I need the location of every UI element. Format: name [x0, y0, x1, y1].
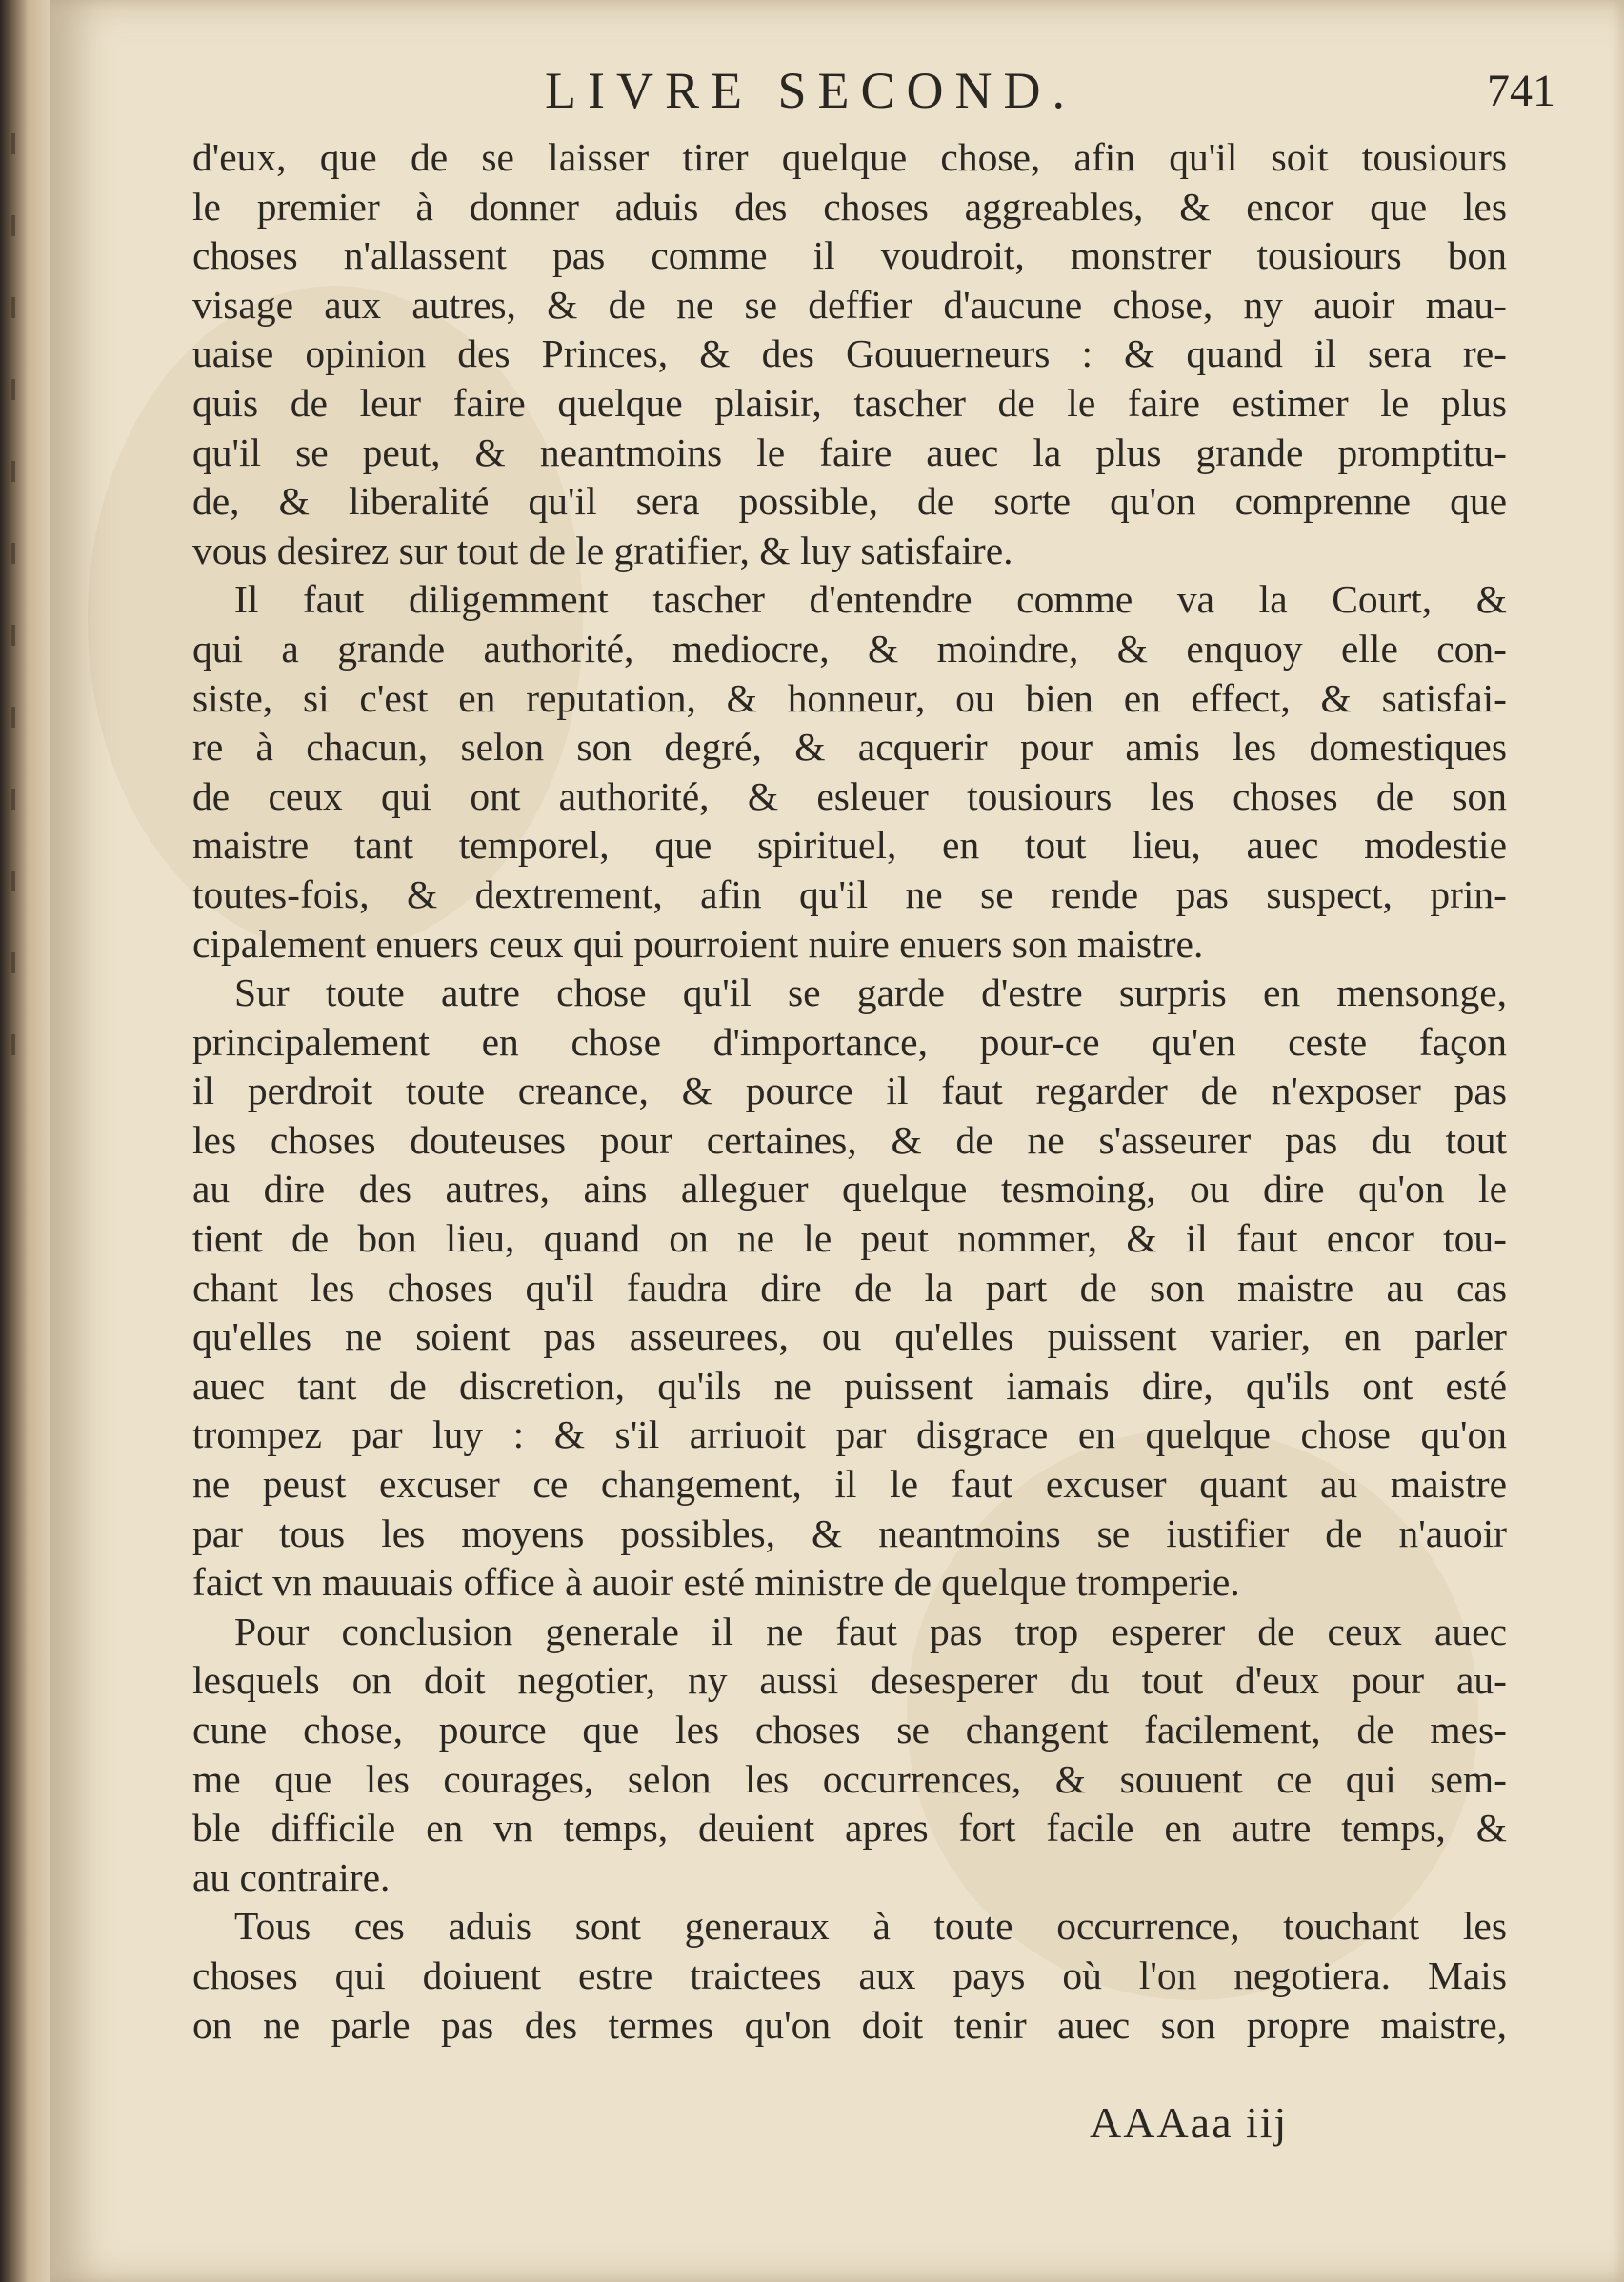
- text-line: faict vn mauuais office à auoir esté ministre de quelque tromperie.: [192, 1560, 1240, 1605]
- text-line: vous desirez sur tout de le gratifier, & luy satisfaire.: [192, 528, 1013, 572]
- text-line: de ceux qui ont authorité, & esleuer tousiours les choses de son: [192, 773, 1507, 818]
- text-line: Sur toute autre chose qu'il se garde d'estre surpris en mensonge,: [234, 971, 1507, 1015]
- text-line: trompez par luy : & s'il arriuoit par disgrace en quelque chose qu'on: [192, 1412, 1507, 1457]
- text-line: de, & liberalité qu'il sera possible, de sorte qu'on comprenne que: [192, 479, 1507, 524]
- text-line: lesquels on doit negotier, ny aussi desesperer du tout d'eux pour au-: [192, 1658, 1507, 1703]
- text-line: siste, si c'est en reputation, & honneur, ou bien en effect, & satisfai-: [192, 675, 1507, 720]
- text-line: uaise opinion des Princes, & des Gouuerneurs : & quand il sera re-: [192, 331, 1507, 376]
- facing-page-edge-marks: [6, 133, 25, 1116]
- text-line: Tous ces aduis sont generaux à toute occurrence, touchant les: [234, 1904, 1507, 1949]
- text-line: auec tant de discretion, qu'ils ne puissent iamais dire, qu'ils ont esté: [192, 1363, 1507, 1408]
- page: [50, 0, 1624, 2282]
- text-line: quis de leur faire quelque plaisir, tascher de le faire estimer le plus: [192, 380, 1507, 425]
- text-line: qu'elles ne soient pas asseurees, ou qu'elles puissent varier, en parler: [192, 1314, 1507, 1359]
- text-line: toutes-fois, & dextrement, afin qu'il ne se rende pas suspect, prin-: [192, 871, 1507, 916]
- text-line: les choses douteuses pour certaines, & de ne s'asseurer pas du tout: [192, 1117, 1507, 1162]
- signature-mark: AAAaa iij: [1090, 2098, 1289, 2147]
- text-line: ble difficile en vn temps, deuient apres fort facile en autre temps, &: [192, 1806, 1507, 1851]
- text-line: maistre tant temporel, que spirituel, en tout lieu, auec modestie: [192, 823, 1507, 868]
- page-number: 741: [1487, 66, 1555, 116]
- text-line: par tous les moyens possibles, & neantmoins se iustifier de n'auoir: [192, 1511, 1507, 1555]
- text-line: re à chacun, selon son degré, & acquerir pour amis les domestiques: [192, 725, 1507, 770]
- text-line: Il faut diligemment tascher d'entendre comme va la Court, &: [234, 577, 1507, 622]
- text-line: choses qui doiuent estre traictees aux pays où l'on negotiera. Mais: [192, 1952, 1507, 1997]
- body-text: [192, 133, 1507, 2050]
- text-line: tient de bon lieu, quand on ne le peut nommer, & il faut encor tou-: [192, 1216, 1507, 1261]
- text-line: cune chose, pource que les choses se changent facilement, de mes-: [192, 1708, 1507, 1752]
- text-line: le premier à donner aduis des choses aggreables, & encor que les: [192, 184, 1507, 229]
- text-line: Pour conclusion generale il ne faut pas trop esperer de ceux auec: [234, 1609, 1507, 1653]
- text-line: choses n'allassent pas comme il voudroit, monstrer tousiours bon: [192, 233, 1507, 278]
- text-line: qu'il se peut, & neantmoins le faire auec la plus grande promptitu-: [192, 430, 1507, 474]
- text-line: qui a grande authorité, mediocre, & moindre, & enquoy elle con-: [192, 626, 1507, 671]
- text-line: principalement en chose d'importance, pour-ce qu'en ceste façon: [192, 1019, 1507, 1064]
- text-line: cipalement enuers ceux qui pourroient nuire enuers son maistre.: [192, 921, 1204, 966]
- text-line: au dire des autres, ains alleguer quelque tesmoing, ou dire qu'on le: [192, 1167, 1507, 1211]
- text-line: on ne parle pas des termes qu'on doit tenir auec son propre maistre,: [192, 2002, 1507, 2047]
- text-line: visage aux autres, & de ne se deffier d'aucune chose, ny auoir mau-: [192, 282, 1507, 327]
- text-line: chant les choses qu'il faudra dire de la part de son maistre au cas: [192, 1265, 1507, 1310]
- text-line: ne peust excuser ce changement, il le faut excuser quant au maistre: [192, 1462, 1507, 1507]
- running-head: LIVRE SECOND.: [545, 62, 1076, 119]
- text-line: d'eux, que de se laisser tirer quelque chose, afin qu'il soit tousiours: [192, 135, 1507, 179]
- text-line: il perdroit toute creance, & pource il faut regarder de n'exposer pas: [192, 1069, 1507, 1113]
- text-line: au contraire.: [192, 1854, 391, 1899]
- text-line: me que les courages, selon les occurrences, & souuent ce qui sem-: [192, 1756, 1507, 1801]
